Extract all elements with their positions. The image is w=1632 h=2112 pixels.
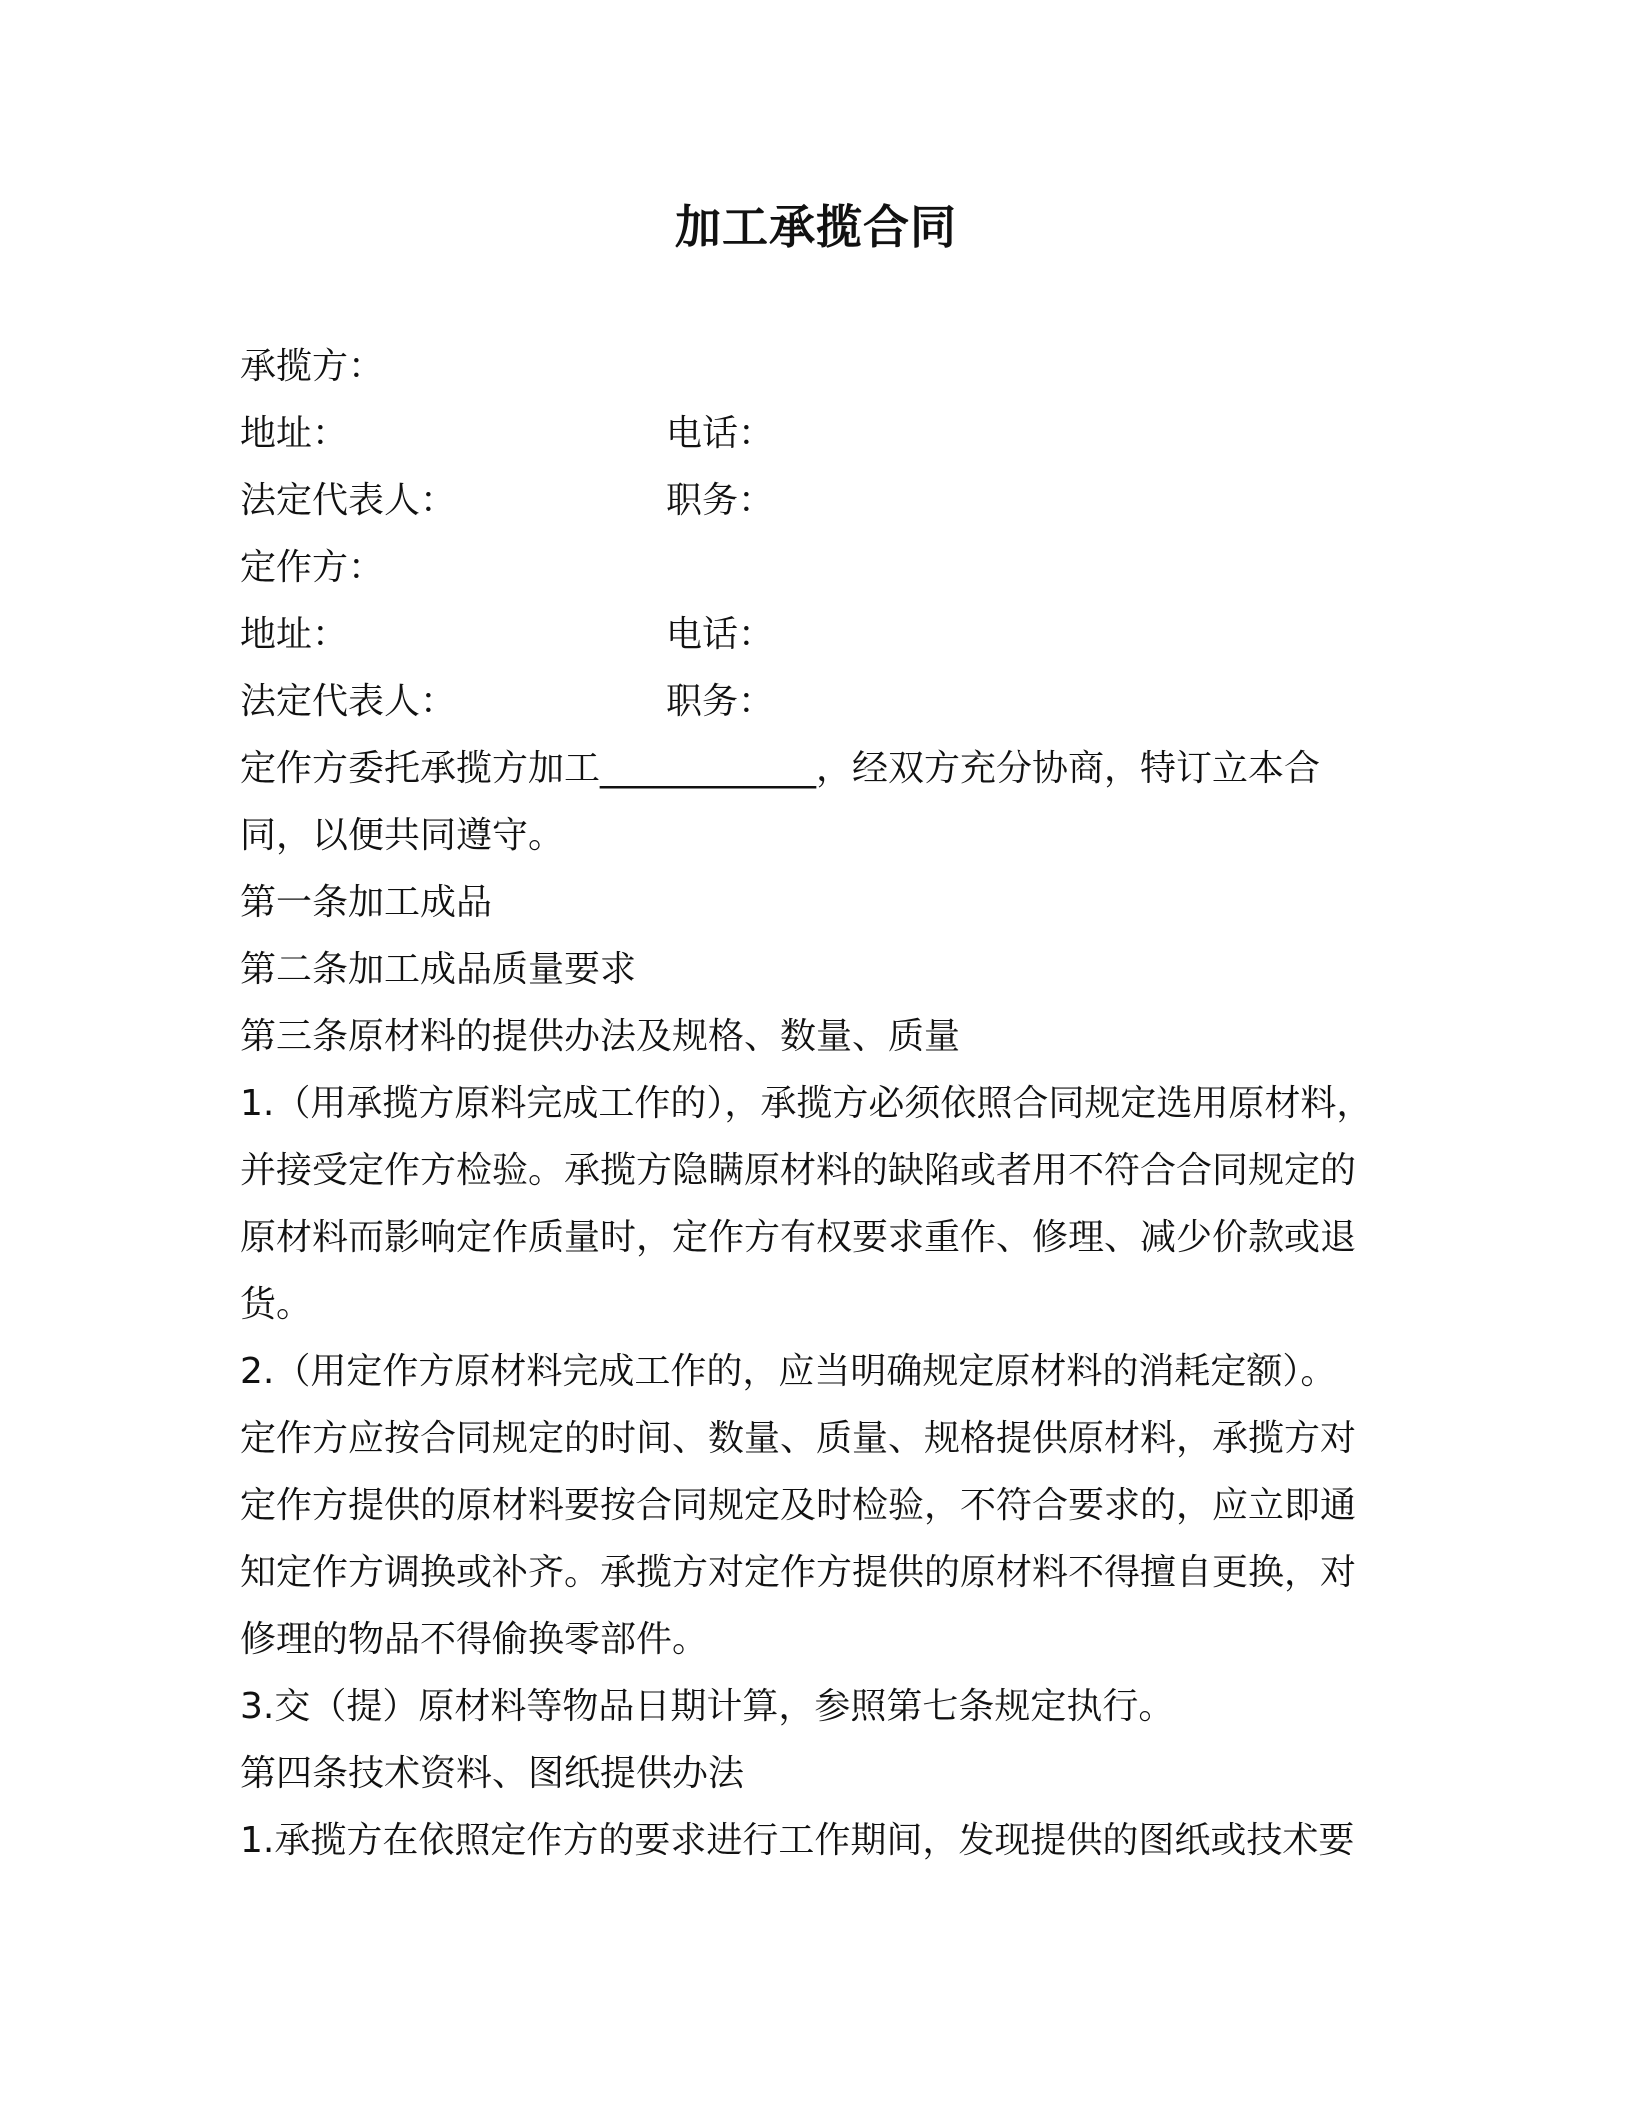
contractor-label: 承揽方： [240, 346, 385, 387]
article-heading: 第一条加工成品 [240, 882, 493, 923]
body-line: 2.（用定作方原材料完成工作的，应当明确规定原材料的消耗定额）。 [240, 1351, 1337, 1392]
body-line: 定作方委托承揽方加工____________，经双方充分协商，特订立本合 [240, 748, 1321, 789]
body-line: 同，以便共同遵守。 [240, 815, 565, 856]
article-heading: 第三条原材料的提供办法及规格、数量、质量 [240, 1016, 961, 1057]
contractor-address-label: 地址： [240, 413, 349, 454]
body-line: 1.承揽方在依照定作方的要求进行工作期间，发现提供的图纸或技术要 [240, 1820, 1355, 1861]
document-title: 加工承揽合同 [675, 200, 957, 254]
body-line: 原材料而影响定作质量时，定作方有权要求重作、修理、减少价款或退 [240, 1217, 1357, 1258]
client-address-label: 地址： [240, 614, 349, 655]
article-heading: 第四条技术资料、图纸提供办法 [240, 1753, 745, 1794]
body-line: 并接受定作方检验。承揽方隐瞒原材料的缺陷或者用不符合合同规定的 [240, 1150, 1357, 1191]
body-line: 定作方提供的原材料要按合同规定及时检验，不符合要求的，应立即通 [240, 1485, 1357, 1526]
client-rep-label: 法定代表人： [240, 681, 457, 722]
body-line: 3.交（提）原材料等物品日期计算，参照第七条规定执行。 [240, 1686, 1175, 1727]
body-line: 货。 [240, 1284, 313, 1325]
body-line: 知定作方调换或补齐。承揽方对定作方提供的原材料不得擅自更换，对 [240, 1552, 1357, 1593]
body-line: 修理的物品不得偷换零部件。 [240, 1619, 709, 1660]
contractor-rep-label: 法定代表人： [240, 480, 457, 521]
body-line: 定作方应按合同规定的时间、数量、质量、规格提供原材料，承揽方对 [240, 1418, 1357, 1459]
client-phone-label: 电话： [666, 614, 775, 655]
article-heading: 第二条加工成品质量要求 [240, 949, 637, 990]
contractor-phone-label: 电话： [666, 413, 775, 454]
contractor-position-label: 职务： [666, 480, 775, 521]
body-line: 1.（用承揽方原料完成工作的），承揽方必须依照合同规定选用原材料， [240, 1083, 1373, 1124]
client-position-label: 职务： [666, 681, 775, 722]
client-label: 定作方： [240, 547, 385, 588]
